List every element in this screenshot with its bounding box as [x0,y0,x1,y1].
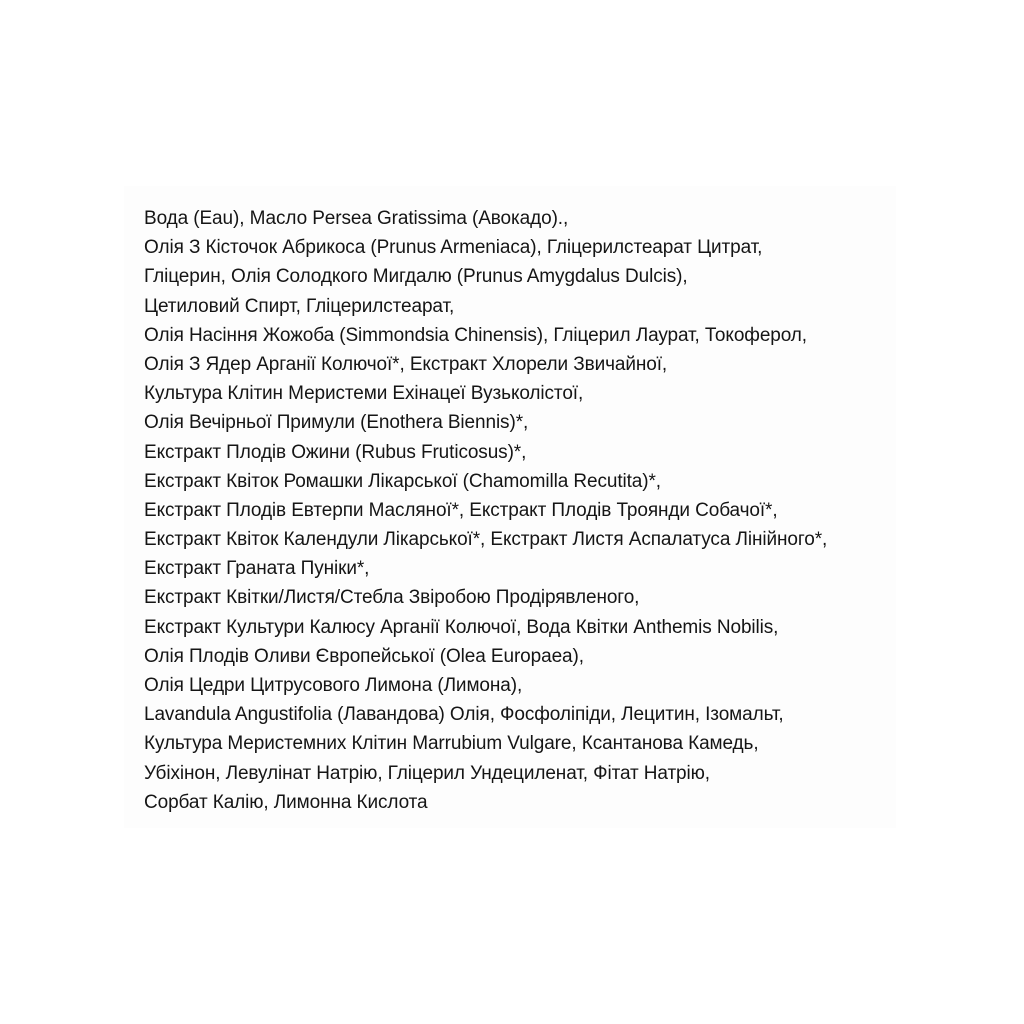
ingredient-line: Культура Меристемних Клітин Marrubium Vulgare, Ксантанова Камедь, [144,733,759,755]
ingredient-line: Олія Вечірньої Примули (Enothera Biennis)*, [144,412,529,434]
ingredient-line: Екстракт Квіток Ромашки Лікарської (Chamomilla Recutita)*, [144,470,661,492]
ingredient-line: Вода (Eau), Масло Persea Gratissima (Авокадо)., [144,208,569,229]
ingredient-line: Гліцерин, Олія Солодкого Мигдалю (Prunus Amygdalus Dulcis), [144,266,688,288]
ingredient-line: Екстракт Плодів Евтерпи Масляної*, Екстракт Плодів Троянди Собачої*, [144,499,778,521]
ingredient-line: Екстракт Квіток Календули Лікарської*, Екстракт Листя Аспалатуса Лінійного*, [144,529,828,551]
ingredient-line: Екстракт Граната Пуніки*, [144,558,370,580]
ingredient-line: Олія З Ядер Арганії Колючої*, Екстракт Хлорели Звичайної, [144,353,668,375]
ingredient-line: Екстракт Квітки/Листя/Стебла Звіробою Продірявленого, [144,587,640,609]
ingredient-line: Олія З Кісточок Абрикоса (Prunus Armeniaca), Гліцерилстеарат Цитрат, [144,237,763,259]
ingredient-line: Олія Плодів Оливи Європейської (Olea Europaea), [144,645,584,667]
ingredient-line: Олія Цедри Цитрусового Лимона (Лимона), [144,675,523,696]
ingredient-line: Культура Клітин Меристеми Ехінацеї Вузьколістої, [144,383,584,405]
ingredient-line: Сорбат Калію, Лимонна Кислота [144,791,428,813]
ingredient-line: Lavandula Angustifolia (Лавандова) Олія, Фосфоліпіди, Лецитин, Ізомальт, [144,704,784,726]
ingredient-line: Убіхінон, Левулінат Натрію, Гліцерил Ундециленат, Фітат Натрію, [144,762,710,784]
ingredient-line: Екстракт Плодів Ожини (Rubus Fruticosus)*, [144,441,527,463]
ingredients-list [144,204,904,817]
ingredient-line: Екстракт Культури Калюсу Арганії Колючої, Вода Квітки Anthemis Nobilis, [144,616,779,638]
ingredient-line: Цетиловий Спирт, Гліцерилстеарат, [144,295,455,317]
ingredient-line: Олія Насіння Жожоба (Simmondsia Chinensis), Гліцерил Лаурат, Токоферол, [144,324,807,346]
